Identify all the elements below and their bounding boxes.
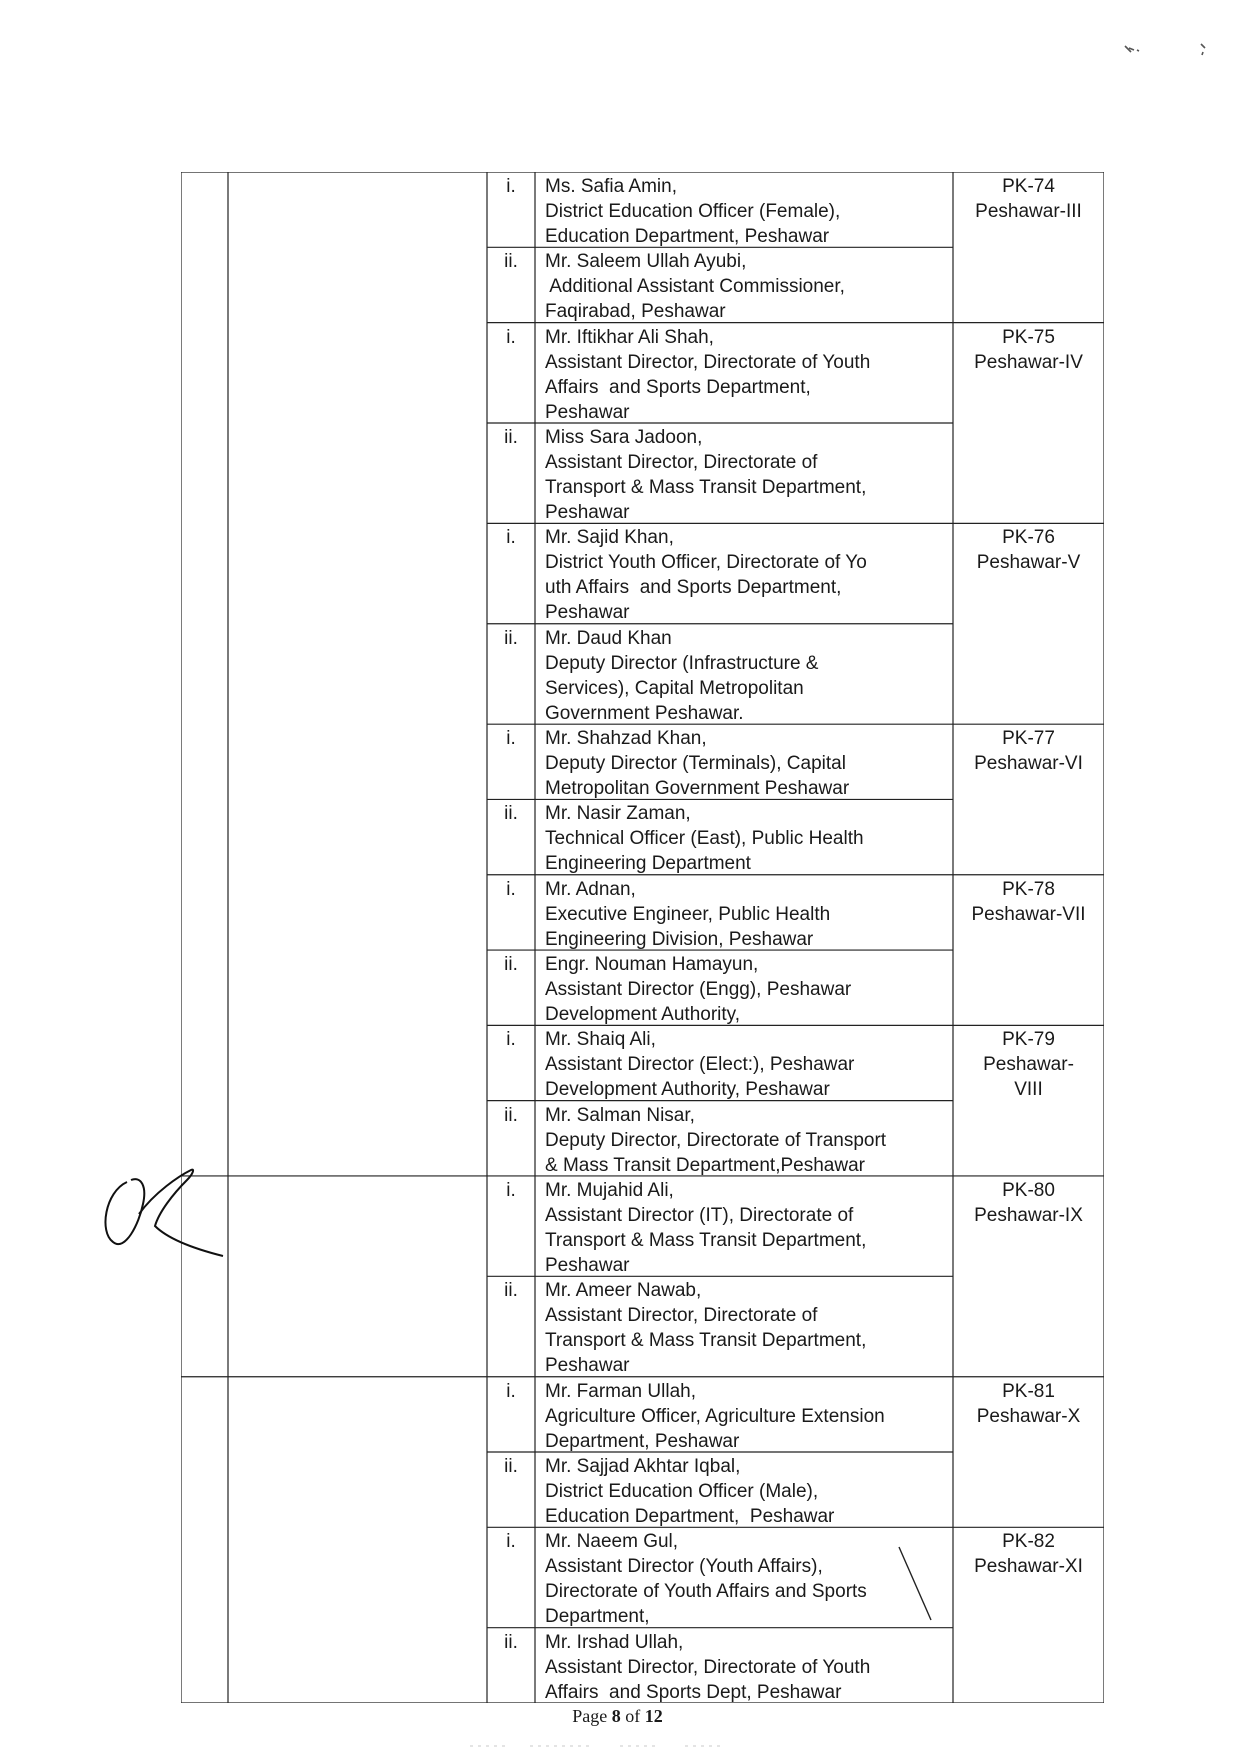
officer-name: Mr. Mujahid Ali,: [545, 1179, 674, 1201]
officer-details: [535, 247, 953, 322]
officer-name: Mr. Saleem Ullah Ayubi,: [545, 251, 747, 273]
constituency-code: PK-79: [1002, 1029, 1055, 1051]
officer-designation-line: & Mass Transit Department,Peshawar: [545, 1154, 865, 1176]
constituency-cell: [953, 1527, 1104, 1703]
officer-number: ii.: [504, 1104, 518, 1126]
officer-number: i.: [506, 1531, 516, 1553]
officer-designation-line: Deputy Director (Terminals), Capital: [545, 753, 846, 775]
officer-name: Mr. Adnan,: [545, 878, 636, 900]
officer-details: [535, 1628, 953, 1703]
officer-number: i.: [506, 527, 516, 549]
officer-designation-line: Additional Assistant Commissioner,: [545, 276, 845, 298]
officer-designation-line: Department, Peshawar: [545, 1430, 740, 1452]
officer-number: ii.: [504, 627, 518, 649]
officer-number: i.: [506, 1179, 516, 1201]
constituency-name: Peshawar-: [983, 1054, 1074, 1076]
officer-designation-line: Assistant Director, Directorate of Youth: [545, 351, 871, 373]
officer-designation-line: Directorate of Youth Affairs and Sports: [545, 1581, 867, 1603]
constituency-name: Peshawar-VI: [974, 753, 1083, 775]
officer-name: Mr. Nasir Zaman,: [545, 803, 691, 825]
officer-designation-line: Assistant Director, Directorate of: [545, 451, 818, 473]
officer-number: i.: [506, 176, 516, 197]
constituency-cell: [953, 875, 1104, 1026]
officer-designation-line: Education Department, Peshawar: [545, 226, 830, 247]
officer-designation-line: Assistant Director, Directorate of Youth: [545, 1656, 871, 1678]
officer-number: i.: [506, 1029, 516, 1051]
officer-designation-line: Assistant Director (IT), Directorate of: [545, 1204, 854, 1226]
constituency-code: PK-77: [1002, 728, 1055, 750]
constituency-name: VIII: [1014, 1079, 1043, 1101]
footer-separator: of: [620, 1706, 645, 1726]
officer-details: [535, 1452, 953, 1527]
footer-prefix: Page: [572, 1706, 612, 1726]
officer-designation-line: Peshawar: [545, 1355, 630, 1377]
officer-details: [535, 1527, 953, 1627]
constituency-cell: [953, 724, 1104, 875]
officer-name: Engr. Nouman Hamayun,: [545, 954, 759, 976]
officer-details: [535, 624, 953, 724]
officer-details: [535, 1101, 953, 1176]
scan-noise-strip: [470, 1744, 730, 1748]
officer-designation-line: Transport & Mass Transit Department,: [545, 476, 867, 498]
constituency-cell: [953, 172, 1104, 323]
officer-details: [535, 724, 953, 799]
officer-name: Mr. Salman Nisar,: [545, 1104, 695, 1126]
officer-designation-line: Development Authority,: [545, 1004, 741, 1026]
officer-designation-line: Peshawar: [545, 401, 630, 423]
page-footer: [0, 1706, 1235, 1727]
officer-number: ii.: [504, 426, 518, 448]
constituency-name: Peshawar-VII: [971, 903, 1086, 925]
officer-designation-line: uth Affairs and Sports Department,: [545, 577, 842, 599]
officer-designation-line: Affairs and Sports Department,: [545, 376, 811, 398]
officer-designation-line: Transport & Mass Transit Department,: [545, 1330, 867, 1352]
officer-designation-line: District Youth Officer, Directorate of Yo: [545, 552, 867, 574]
constituency-cell: [953, 1176, 1104, 1377]
officer-details: [535, 172, 953, 247]
officer-number: ii.: [504, 1631, 518, 1653]
officer-name: Mr. Sajid Khan,: [545, 527, 674, 549]
officer-designation-line: Metropolitan Government Peshawar: [545, 778, 850, 800]
officer-number: i.: [506, 728, 516, 750]
constituency-name: Peshawar-X: [976, 1405, 1081, 1427]
scan-corner-marks: [1115, 38, 1215, 68]
officer-details: [535, 1176, 953, 1276]
officer-number: ii.: [504, 954, 518, 976]
officer-name: Mr. Shahzad Khan,: [545, 728, 707, 750]
officer-number: ii.: [504, 1280, 518, 1302]
officer-designation-line: Engineering Division, Peshawar: [545, 928, 814, 950]
officer-number: ii.: [504, 803, 518, 825]
officer-designation-line: Transport & Mass Transit Department,: [545, 1229, 867, 1251]
officer-name: Mr. Farman Ullah,: [545, 1380, 696, 1402]
officer-details: [535, 1276, 953, 1376]
officer-designation-line: Agriculture Officer, Agriculture Extension: [545, 1405, 885, 1427]
officer-name: Mr. Irshad Ullah,: [545, 1631, 684, 1653]
officer-details: [535, 323, 953, 423]
officer-name: Mr. Ameer Nawab,: [545, 1280, 702, 1302]
constituency-code: PK-75: [1002, 326, 1055, 348]
constituency-code: PK-78: [1002, 878, 1055, 900]
officer-designation-line: Assistant Director (Youth Affairs),: [545, 1556, 823, 1578]
officer-designation-line: Deputy Director (Infrastructure &: [545, 652, 819, 674]
officer-name: Mr. Sajjad Akhtar Iqbal,: [545, 1456, 741, 1478]
officer-designation-line: Development Authority, Peshawar: [545, 1079, 830, 1101]
constituency-code: PK-82: [1002, 1531, 1055, 1553]
constituency-code: PK-76: [1002, 527, 1055, 549]
officer-designation-line: Executive Engineer, Public Health: [545, 903, 831, 925]
officer-designation-line: District Education Officer (Female),: [545, 201, 841, 222]
officer-designation-line: Education Department, Peshawar: [545, 1506, 835, 1528]
constituency-code: PK-74: [1002, 176, 1055, 197]
officer-name: Miss Sara Jadoon,: [545, 426, 703, 448]
constituency-cell: [953, 1025, 1104, 1176]
officer-designation-line: Assistant Director (Elect:), Peshawar: [545, 1054, 855, 1076]
officer-designation-line: Faqirabad, Peshawar: [545, 301, 726, 323]
constituency-name: Peshawar-V: [976, 552, 1081, 574]
officer-designation-line: Peshawar: [545, 1254, 630, 1276]
officer-details: [535, 799, 953, 874]
constituency-name: Peshawar-XI: [974, 1556, 1083, 1578]
constituency-name: Peshawar-IV: [974, 351, 1083, 373]
officer-designation-line: Deputy Director, Directorate of Transport: [545, 1129, 887, 1151]
constituency-cell: [953, 323, 1104, 524]
officer-details: [535, 423, 953, 523]
officer-designation-line: Assistant Director (Engg), Peshawar: [545, 979, 852, 1001]
total-page-count: 12: [644, 1706, 663, 1726]
officer-number: ii.: [504, 1456, 518, 1478]
officer-designation-line: Affairs and Sports Dept, Peshawar: [545, 1681, 842, 1703]
handwritten-initials: [95, 1130, 235, 1270]
officer-assignment-table: [181, 172, 1104, 1703]
officer-designation-line: Engineering Department: [545, 853, 751, 875]
officer-designation-line: Assistant Director, Directorate of: [545, 1305, 818, 1327]
officer-designation-line: Department,: [545, 1606, 650, 1628]
officer-details: [535, 1377, 953, 1452]
officer-name: Mr. Shaiq Ali,: [545, 1029, 656, 1051]
officer-name: Ms. Safia Amin,: [545, 176, 677, 197]
officer-number: ii.: [504, 251, 518, 273]
officer-details: [535, 875, 953, 950]
officer-designation-line: Peshawar: [545, 501, 630, 523]
officer-number: i.: [506, 878, 516, 900]
constituency-name: Peshawar-III: [975, 201, 1082, 222]
officer-details: [535, 523, 953, 623]
officer-number: i.: [506, 1380, 516, 1402]
officer-name: Mr. Naeem Gul,: [545, 1531, 679, 1553]
officer-designation-line: Peshawar: [545, 602, 630, 624]
officer-designation-line: District Education Officer (Male),: [545, 1481, 819, 1503]
constituency-cell: [953, 1377, 1104, 1528]
officer-number: i.: [506, 326, 516, 348]
officer-designation-line: Technical Officer (East), Public Health: [545, 828, 864, 850]
constituency-code: PK-80: [1002, 1179, 1055, 1201]
constituency-cell: [953, 523, 1104, 724]
officer-name: Mr. Iftikhar Ali Shah,: [545, 326, 714, 348]
officer-details: [535, 950, 953, 1025]
officer-details: [535, 1025, 953, 1100]
constituency-code: PK-81: [1002, 1380, 1055, 1402]
current-page-number: 8: [611, 1706, 621, 1726]
officer-designation-line: Government Peshawar.: [545, 702, 744, 724]
officer-designation-line: Services), Capital Metropolitan: [545, 677, 804, 699]
officer-name: Mr. Daud Khan: [545, 627, 672, 649]
constituency-name: Peshawar-IX: [974, 1204, 1083, 1226]
